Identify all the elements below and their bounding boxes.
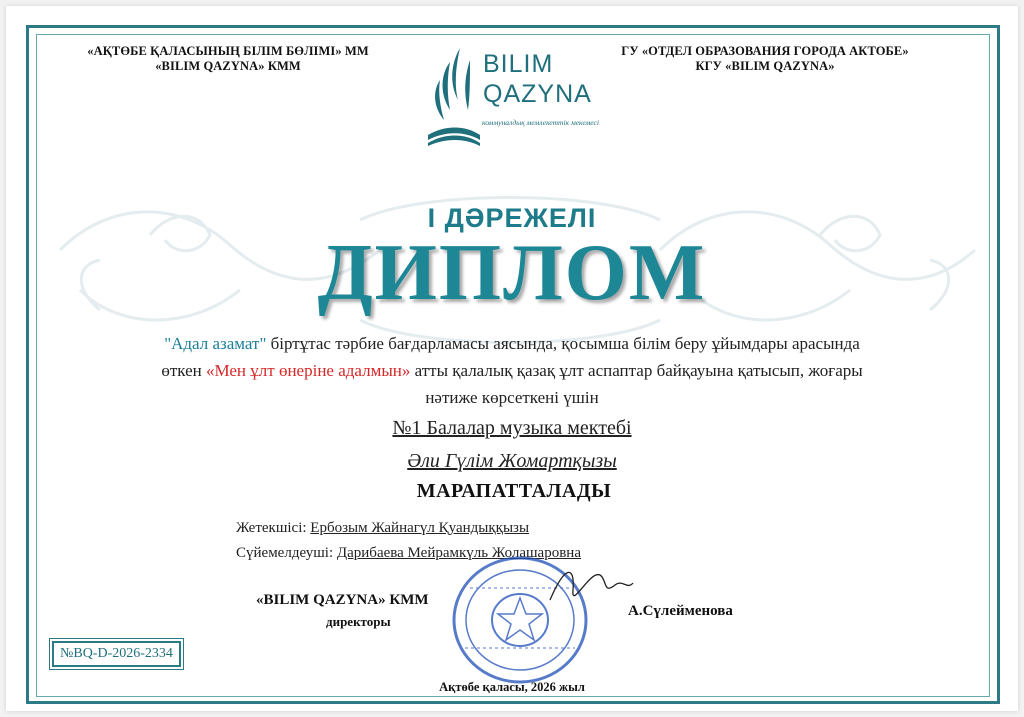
accompanist-label: Сүйемелдеуші: bbox=[236, 545, 334, 561]
book-leaf-icon bbox=[420, 40, 490, 155]
signature-name: А.Сүлейменова bbox=[628, 603, 733, 619]
leader-line bbox=[236, 520, 529, 537]
awarded-text: МАРАПАТТАЛАДЫ bbox=[416, 480, 612, 502]
header-left-line1: «АҚТӨБЕ ҚАЛАСЫНЫҢ БІЛІМ БӨЛІМІ» ММ bbox=[87, 44, 369, 58]
document-number: №BQ-D-2026-2334 bbox=[52, 641, 181, 667]
bilim-qazyna-logo bbox=[420, 40, 610, 155]
signature-icon bbox=[545, 555, 635, 615]
header-left-line2: «BILIM QAZYNA» КММ bbox=[155, 59, 301, 73]
recipient-name: Әли Гүлім Жомартқызы bbox=[407, 450, 617, 472]
signature-role: директоры bbox=[326, 614, 391, 629]
program-name: "Адал азамат" bbox=[164, 334, 267, 353]
accompanist-name: Дарибаева Мейрамкүль Жолашаровна bbox=[336, 545, 581, 561]
contest-name: «Мен ұлт өнеріне адалмын» bbox=[206, 361, 411, 380]
diploma-degree: І ДӘРЕЖЕЛІ bbox=[427, 203, 597, 233]
signature-organization: «BILIM QAZYNA» КММ bbox=[256, 592, 429, 608]
logo-word-qazyna: QAZYNA bbox=[483, 80, 592, 108]
header-right-line1: ГУ «ОТДЕЛ ОБРАЗОВАНИЯ ГОРОДА АКТОБЕ» bbox=[621, 44, 909, 58]
city-year: Ақтөбе қаласы, 2026 жыл bbox=[439, 680, 585, 694]
leader-label: Жетекшісі: bbox=[236, 520, 307, 536]
logo-subtitle: коммуналдық мемлекеттік мекемесі bbox=[482, 118, 599, 127]
diploma-title: ДИПЛОМ bbox=[317, 229, 707, 317]
diploma-body-text bbox=[150, 330, 874, 411]
recipient-organization: №1 Балалар музыка мектебі bbox=[392, 417, 632, 439]
logo-word-bilim: BILIM bbox=[483, 50, 554, 78]
leader-name: Ербозым Жайнагүл Қуандыққызы bbox=[310, 520, 530, 536]
body-part-1: біртұтас тәрбие бағдарламасы аясында, қосымша білім беру ұйымдары арасында өткен bbox=[161, 334, 860, 380]
header-right-line2: КГУ «BILIM QAZYNA» bbox=[695, 59, 835, 73]
body-part-2: атты қалалық қазақ ұлт аспаптар байқауына қатысып, жоғары нәтиже көрсеткені үшін bbox=[410, 361, 863, 407]
header-right bbox=[580, 44, 950, 74]
header-left bbox=[58, 44, 398, 74]
